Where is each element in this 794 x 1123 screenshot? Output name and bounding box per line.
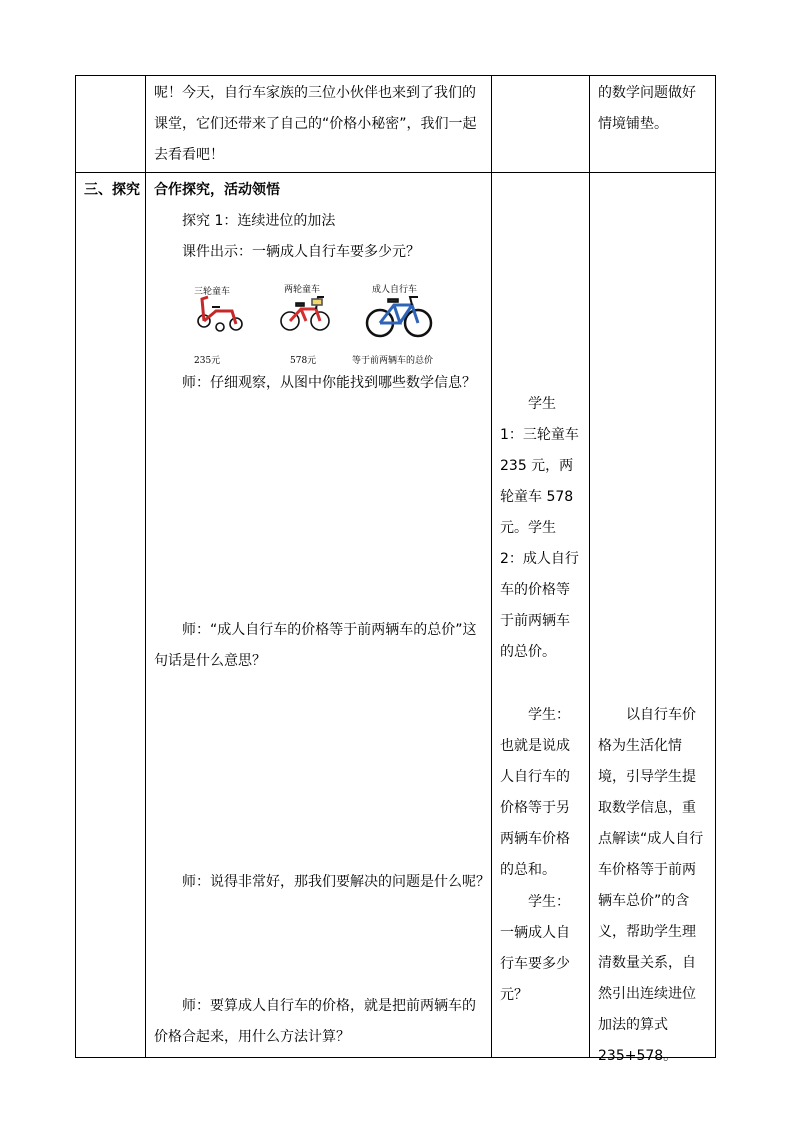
teacher-question: 师：“成人自行车的价格等于前两辆车的总价”这句话是什么意思？ (154, 622, 477, 669)
lesson-table (75, 75, 716, 1064)
design-note: 以自行车价格为生活化情境，引导学生提取数学信息，重点解读“成人自行车价格等于前两辆车总价”的含义，帮助学生理清数量关系，自然引出连续进位加法的算式 235+578。 (598, 707, 704, 1064)
stage-label: 三、探究 (84, 182, 140, 198)
table-row (76, 76, 716, 173)
figure-label: 三轮童车 (194, 287, 231, 297)
teacher-question: 师：仔细观察，从图中你能找到哪些数学信息？ (182, 375, 476, 391)
student-answer: 学生：也就是说成人自行车的价格等于另两辆车价格的总和。 (500, 707, 570, 878)
figure-price: 578元 (290, 356, 317, 366)
design-cell (590, 173, 716, 1064)
bicycle-figure (186, 271, 446, 366)
teacher-question: 师：说得非常好，那我们要解决的问题是什么呢？ (182, 874, 490, 890)
student-answer: 学生 2：成人自行车的价格等于前两辆车的总价。 (500, 520, 579, 660)
note-cell (590, 76, 716, 173)
tricycle-icon (198, 297, 242, 331)
content-cell (146, 173, 492, 1058)
table-row (76, 173, 716, 1058)
stage-cell (76, 76, 146, 173)
student-answer: 学生：一辆成人自行车要多少元？ (500, 894, 570, 1003)
kids-bike-icon (281, 297, 329, 330)
figure-price: 等于前两辆车的总价 (352, 356, 434, 366)
student-cell (492, 173, 590, 1058)
student-answer: 学生 1：三轮童车 235 元，两轮童车 578元。 (500, 396, 579, 536)
section-heading: 合作探究，活动领悟 (154, 182, 280, 198)
figure-price: 235元 (194, 356, 221, 366)
content-cell (146, 76, 492, 173)
content-text: 呢！今天，自行车家族的三位小伙伴也来到了我们的课堂，它们还带来了自己的“价格小秘密”，我们一起去看看吧！ (154, 85, 477, 163)
figure-label: 成人自行车 (372, 285, 418, 295)
stage-cell (76, 173, 146, 1058)
note-text: 的数学问题做好情境铺垫。 (598, 85, 696, 132)
courseware-text: 课件出示：一辆成人自行车要多少元？ (182, 244, 420, 260)
figure-label: 两轮童车 (284, 285, 321, 295)
student-cell (492, 76, 590, 173)
adult-bike-icon (367, 297, 431, 336)
teacher-question: 师：要算成人自行车的价格，就是把前两辆车的价格合起来，用什么方法计算？ (154, 998, 476, 1045)
explore-title: 探究 1：连续进位的加法 (182, 213, 336, 229)
